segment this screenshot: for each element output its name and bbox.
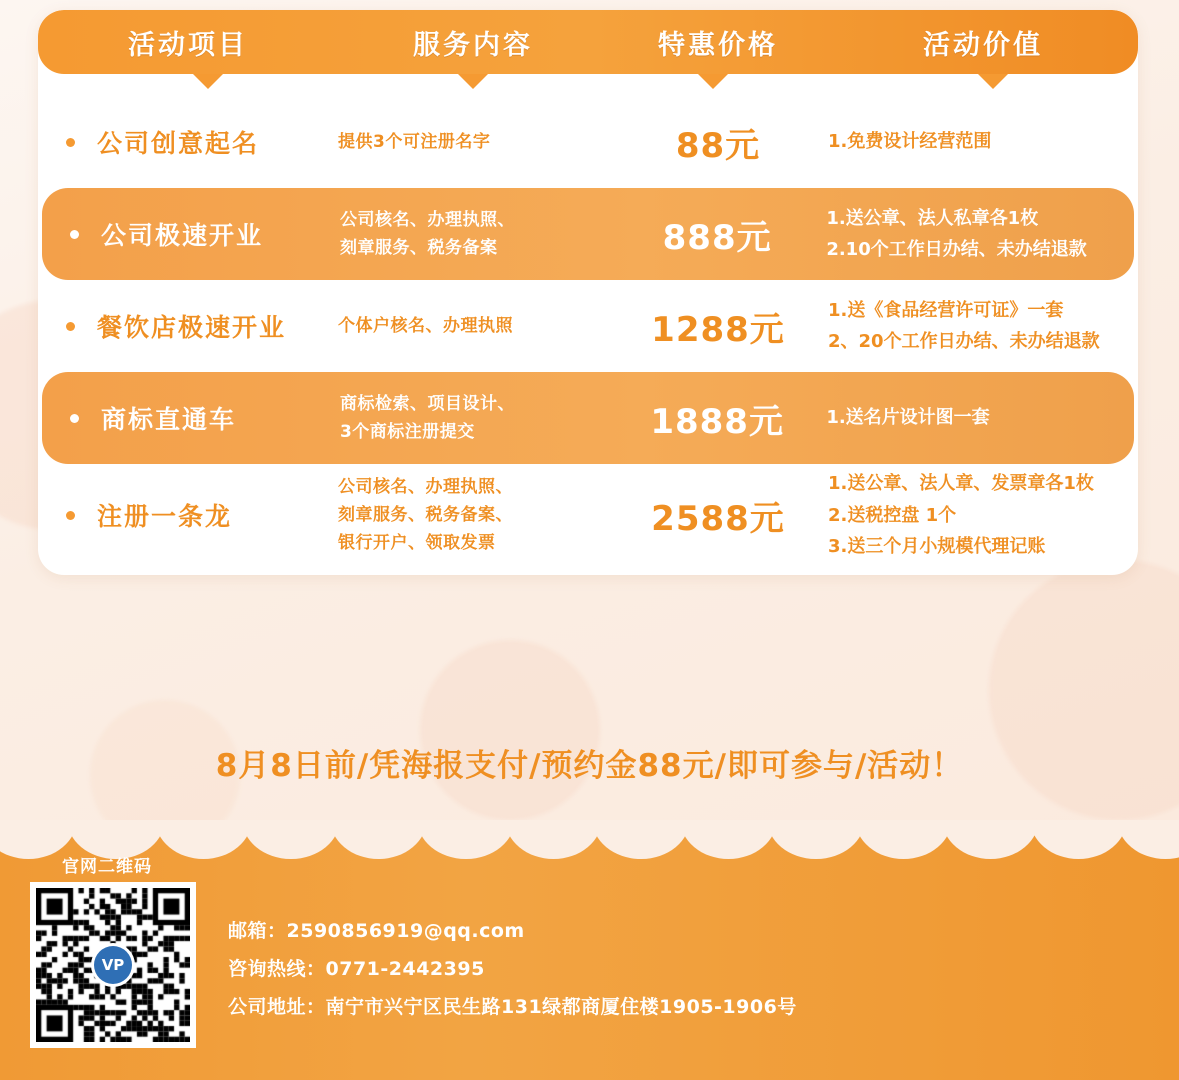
promo-text: 8月8日前/凭海报支付/预约金88元/即可参与/活动！ xyxy=(215,748,964,784)
column-header-item: 活动项目 xyxy=(128,29,248,61)
service-line: 个体户核名、办理执照 xyxy=(338,315,513,336)
column-header-value: 活动价值 xyxy=(923,29,1043,61)
table-row xyxy=(38,464,1138,567)
price-cell: 88元 xyxy=(675,125,761,166)
service-line: 提供3个可注册名字 xyxy=(338,131,491,152)
table-row xyxy=(38,96,1138,188)
service-cell xyxy=(340,206,608,262)
service-line: 银行开户、领取发票 xyxy=(338,533,496,554)
item-name: 注册一条龙 xyxy=(97,502,233,532)
table-row xyxy=(42,188,1134,280)
service-cell xyxy=(338,473,608,557)
service-cell xyxy=(338,128,608,156)
header-arrows xyxy=(38,74,1138,96)
footer-content xyxy=(0,820,1179,1080)
column-header-price: 特惠价格 xyxy=(658,29,778,61)
triangle-down-icon xyxy=(978,74,1008,89)
value-cell xyxy=(826,203,1134,266)
row-item-cell xyxy=(38,124,338,160)
service-line: 公司核名、办理执照、 xyxy=(339,209,515,230)
service-line: 刻章服务、税务备案、 xyxy=(338,505,513,526)
contact-info xyxy=(228,912,797,1026)
price-cell: 1288元 xyxy=(651,309,785,350)
triangle-down-icon xyxy=(698,74,728,89)
table-row xyxy=(42,372,1134,464)
bullet-icon xyxy=(70,414,79,423)
value-line: 1.送公章、法人私章各1枚 xyxy=(826,207,1039,229)
service-line: 商标检索、项目设计、 xyxy=(339,393,515,414)
value-line: 2.10个工作日办结、未办结退款 xyxy=(826,239,1087,260)
table-row xyxy=(38,280,1138,372)
row-item-cell xyxy=(42,216,340,252)
bullet-icon xyxy=(70,230,79,239)
item-name: 餐饮店极速开业 xyxy=(97,313,287,342)
table-header-row xyxy=(38,10,1138,74)
contact-address: 公司地址：南宁市兴宁区民生路131绿都商厦住楼1905-1906号 xyxy=(228,996,797,1018)
qr-logo xyxy=(91,943,135,987)
value-line: 2.送税控盘 1个 xyxy=(828,504,957,526)
value-cell xyxy=(828,468,1138,563)
pricing-table xyxy=(38,10,1138,575)
price-cell: 888元 xyxy=(662,217,772,258)
bullet-icon xyxy=(66,322,75,331)
value-line: 1.免费设计经营范围 xyxy=(828,131,992,153)
row-item-cell xyxy=(42,400,340,436)
value-line: 1.送名片设计图一套 xyxy=(826,407,990,429)
price-cell: 1888元 xyxy=(650,401,784,442)
value-cell xyxy=(826,402,1134,434)
bullet-icon xyxy=(66,138,75,147)
item-name: 公司创意起名 xyxy=(97,129,260,158)
column-header-service: 服务内容 xyxy=(413,29,533,61)
triangle-down-icon xyxy=(458,74,488,89)
contact-email: 邮箱：2590856919@qq.com xyxy=(228,920,525,942)
value-line: 3.送三个月小规模代理记账 xyxy=(828,536,1046,557)
value-line: 1.送公章、法人章、发票章各1枚 xyxy=(828,473,1094,494)
service-line: 刻章服务、税务备案 xyxy=(339,238,498,258)
row-item-cell xyxy=(38,308,338,344)
qr-logo-text: VP xyxy=(94,946,132,984)
service-line: 公司核名、办理执照、 xyxy=(338,477,513,498)
background-blob xyxy=(420,640,600,820)
footer xyxy=(0,820,1179,1080)
item-name: 公司极速开业 xyxy=(101,221,264,250)
triangle-down-icon xyxy=(193,74,223,89)
value-cell xyxy=(828,295,1138,358)
qr-code[interactable] xyxy=(30,882,196,1048)
qr-label: 官网二维码 xyxy=(62,857,152,877)
value-cell xyxy=(828,126,1138,158)
service-line: 3个商标注册提交 xyxy=(339,422,475,442)
price-cell: 2588元 xyxy=(651,498,785,539)
contact-hotline: 咨询热线：0771-2442395 xyxy=(228,958,485,980)
bullet-icon xyxy=(66,511,75,520)
value-line: 1.送《食品经营许可证》一套 xyxy=(828,299,1064,321)
value-line: 2、20个工作日办结、未办结退款 xyxy=(828,331,1100,352)
item-name: 商标直通车 xyxy=(101,405,237,434)
service-cell xyxy=(338,312,608,340)
row-item-cell xyxy=(38,497,338,533)
service-cell xyxy=(340,390,608,446)
